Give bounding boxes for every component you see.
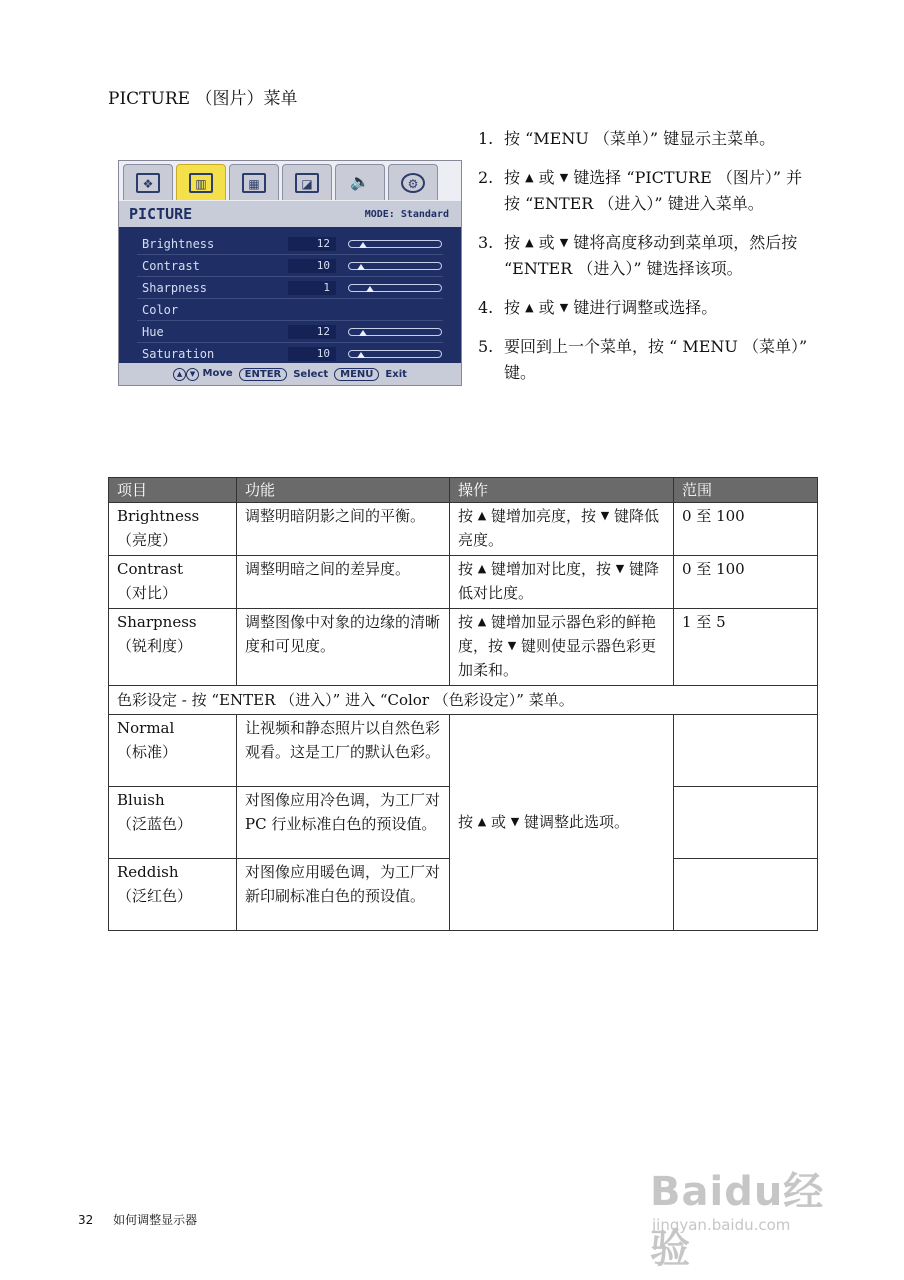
text-fragment: 键降低亮度。	[458, 507, 660, 549]
item-cell	[109, 859, 237, 931]
step-number: 5.	[478, 337, 494, 356]
down-arrow-icon: ▼	[559, 171, 569, 184]
osd-mode: MODE: Standard	[364, 208, 449, 220]
up-arrow-icon: ▲	[525, 236, 534, 249]
header-operation: 操作	[450, 478, 674, 503]
osd-item-brightness	[137, 233, 443, 255]
picture-icon: ▥	[176, 164, 226, 200]
text-fragment: 键增加亮度，按	[486, 507, 601, 525]
step-number: 1.	[478, 129, 494, 148]
osd-item-saturation	[137, 343, 443, 365]
osd-header	[119, 201, 461, 227]
down-arrow-icon: ▼	[507, 639, 517, 652]
item-cell	[109, 609, 237, 686]
item-name: Bluish	[117, 791, 165, 809]
up-arrow-icon: ▲	[525, 171, 534, 184]
range-cell: 1 至 5	[674, 609, 818, 686]
up-arrow-icon: ▲	[477, 814, 487, 828]
up-circle-icon: ▲	[173, 368, 186, 381]
step-item	[478, 334, 818, 386]
down-arrow-icon: ▼	[510, 814, 520, 828]
step-item	[478, 230, 818, 282]
step-item	[478, 295, 818, 321]
settings-table	[108, 477, 818, 931]
function-cell: 调整明暗之间的差异度。	[237, 556, 450, 609]
osd-slider	[348, 262, 442, 270]
osd-item-label: Saturation	[142, 346, 215, 361]
page-number: 32	[78, 1213, 94, 1227]
item-cell	[109, 787, 237, 859]
system-icon: ⚙	[388, 164, 438, 200]
osd-item-label: Brightness	[142, 236, 215, 251]
item-name: Contrast	[117, 560, 184, 578]
header-range: 范围	[674, 478, 818, 503]
text-fragment: 键选择 “PICTURE （图片）” 并按 “ENTER （进入）” 键进入菜单。	[504, 168, 803, 213]
range-cell	[674, 859, 818, 931]
item-name-cn: （泛红色）	[117, 887, 193, 905]
function-cell: 调整明暗阴影之间的平衡。	[237, 503, 450, 556]
text-fragment: 按	[458, 812, 478, 831]
osd-footer-select: Select	[293, 368, 329, 380]
osd-item-value: 10	[288, 347, 336, 361]
step-text	[504, 334, 818, 386]
baidu-watermark	[650, 1150, 850, 1272]
item-cell	[109, 556, 237, 609]
osd-title: PICTURE	[129, 205, 193, 223]
footer-text: 如何调整显示器	[113, 1213, 198, 1227]
osd-menu-image	[118, 160, 462, 386]
osd-slider	[348, 350, 442, 358]
function-cell: 调整图像中对象的边缘的清晰度和可见度。	[237, 609, 450, 686]
osd-slider	[348, 240, 442, 248]
item-name-cn: （泛蓝色）	[117, 815, 193, 833]
section-title: PICTURE （图片）菜单	[108, 89, 298, 109]
color-settings-cell: 色彩设定 - 按 “ENTER （进入）” 进入 “Color （色彩设定）” 菜单。	[109, 686, 818, 715]
operation-cell	[450, 503, 674, 556]
osd-item-value: 10	[288, 259, 336, 273]
range-cell	[674, 787, 818, 859]
operation-cell	[450, 609, 674, 686]
text-fragment: 键将高度移动到菜单项，然后按 “ENTER （进入）” 键选择该项。	[504, 233, 798, 278]
text-fragment: 键则使显示器色彩更加柔和。	[458, 637, 657, 679]
item-cell	[109, 503, 237, 556]
function-cell: 让视频和静态照片以自然色彩观看。这是工厂的默认色彩。	[237, 715, 450, 787]
range-cell: 0 至 100	[674, 503, 818, 556]
osd-slider-knob	[366, 286, 374, 292]
osd-footer-menu: MENU	[334, 368, 379, 381]
steps-list	[478, 126, 818, 399]
osd-footer-move: Move	[202, 367, 233, 379]
operation-cell	[450, 715, 674, 931]
osd-item-color	[137, 299, 443, 321]
header-item: 项目	[109, 478, 237, 503]
osd-item-sharpness	[137, 277, 443, 299]
step-number: 4.	[478, 298, 494, 317]
down-circle-icon: ▼	[186, 368, 199, 381]
step-number: 3.	[478, 233, 494, 252]
table-row	[109, 609, 818, 686]
item-cell	[109, 715, 237, 787]
step-text	[504, 295, 818, 321]
osd-slider	[348, 284, 442, 292]
table-header-row	[109, 478, 818, 503]
up-arrow-icon: ▲	[477, 509, 487, 522]
text-fragment: 按	[504, 168, 526, 187]
up-arrow-icon: ▲	[525, 301, 534, 314]
osd-item-label: Color	[142, 302, 179, 317]
text-fragment: 按	[458, 613, 478, 631]
text-fragment: 按	[458, 507, 478, 525]
up-arrow-icon: ▲	[477, 615, 487, 628]
item-name: Reddish	[117, 863, 179, 881]
item-name-cn: （锐利度）	[117, 637, 193, 655]
osd-slider-knob	[357, 352, 365, 358]
text-fragment: 或	[533, 298, 560, 317]
text-fragment: 要回到上一个菜单，按 “ MENU （菜单）” 键。	[504, 337, 808, 382]
item-name-cn: （亮度）	[117, 531, 178, 549]
color-settings-row	[109, 686, 818, 715]
osd-item-label: Contrast	[142, 258, 200, 273]
operation-cell	[450, 556, 674, 609]
header-function: 功能	[237, 478, 450, 503]
osd-slider-knob	[359, 242, 367, 248]
step-text	[504, 126, 818, 152]
text-fragment: 或	[486, 812, 511, 831]
down-arrow-icon: ▼	[615, 562, 625, 575]
table-row	[109, 556, 818, 609]
text-fragment: 键增加对比度，按	[486, 560, 616, 578]
osd-item-hue	[137, 321, 443, 343]
item-name: Normal	[117, 719, 175, 737]
osd-footer-exit: Exit	[385, 368, 407, 380]
osd-items	[119, 227, 461, 365]
table-row	[109, 503, 818, 556]
up-arrow-icon: ▲	[477, 562, 487, 575]
item-name-cn: （标准）	[117, 743, 178, 761]
osd-item-value: 1	[288, 281, 336, 295]
item-name: Sharpness	[117, 613, 197, 631]
watermark-url: jingyan.baidu.com	[652, 1216, 791, 1234]
text-fragment: 按	[504, 233, 526, 252]
audio-icon: 🔈	[335, 164, 385, 200]
range-cell	[674, 715, 818, 787]
osd-item-value: 12	[288, 237, 336, 251]
step-number: 2.	[478, 168, 494, 187]
osd-slider	[348, 328, 442, 336]
range-cell: 0 至 100	[674, 556, 818, 609]
osd-footer-enter: ENTER	[239, 368, 288, 381]
text-fragment: 键降低对比度。	[458, 560, 660, 602]
down-arrow-icon: ▼	[600, 509, 610, 522]
osd-item-label: Hue	[142, 324, 164, 339]
osd-slider-knob	[359, 330, 367, 336]
page-footer	[78, 1211, 197, 1228]
function-cell: 对图像应用暖色调，为工厂对新印刷标准白色的预设值。	[237, 859, 450, 931]
picture-advanced-icon: ▦	[229, 164, 279, 200]
text-fragment: 按 “MENU （菜单）” 键显示主菜单。	[504, 129, 776, 148]
item-name-cn: （对比）	[117, 584, 178, 602]
step-item	[478, 126, 818, 152]
text-fragment: 按	[504, 298, 526, 317]
function-cell: 对图像应用冷色调，为工厂对 PC 行业标准白色的预设值。	[237, 787, 450, 859]
item-name: Brightness	[117, 507, 200, 525]
step-item	[478, 165, 818, 217]
text-fragment: 键增加显示器色彩的鲜艳度，按	[458, 613, 657, 655]
text-fragment: 按	[458, 560, 478, 578]
text-fragment: 键进行调整或选择。	[568, 298, 718, 317]
osd-item-value: 12	[288, 325, 336, 339]
osd-footer	[119, 363, 461, 385]
step-text	[504, 230, 818, 282]
osd-settings-icon: ◪	[282, 164, 332, 200]
text-fragment: 键调整此选项。	[519, 812, 630, 831]
text-fragment: 或	[533, 168, 560, 187]
down-arrow-icon: ▼	[559, 236, 569, 249]
osd-slider-knob	[357, 264, 365, 270]
watermark-logo: Baidu经验	[650, 1169, 825, 1272]
osd-tabs	[119, 161, 461, 201]
step-text	[504, 165, 818, 217]
text-fragment: 或	[533, 233, 560, 252]
osd-item-contrast	[137, 255, 443, 277]
table-row	[109, 715, 818, 787]
down-arrow-icon: ▼	[559, 301, 569, 314]
osd-item-label: Sharpness	[142, 280, 208, 295]
display-icon: ❖	[123, 164, 173, 200]
